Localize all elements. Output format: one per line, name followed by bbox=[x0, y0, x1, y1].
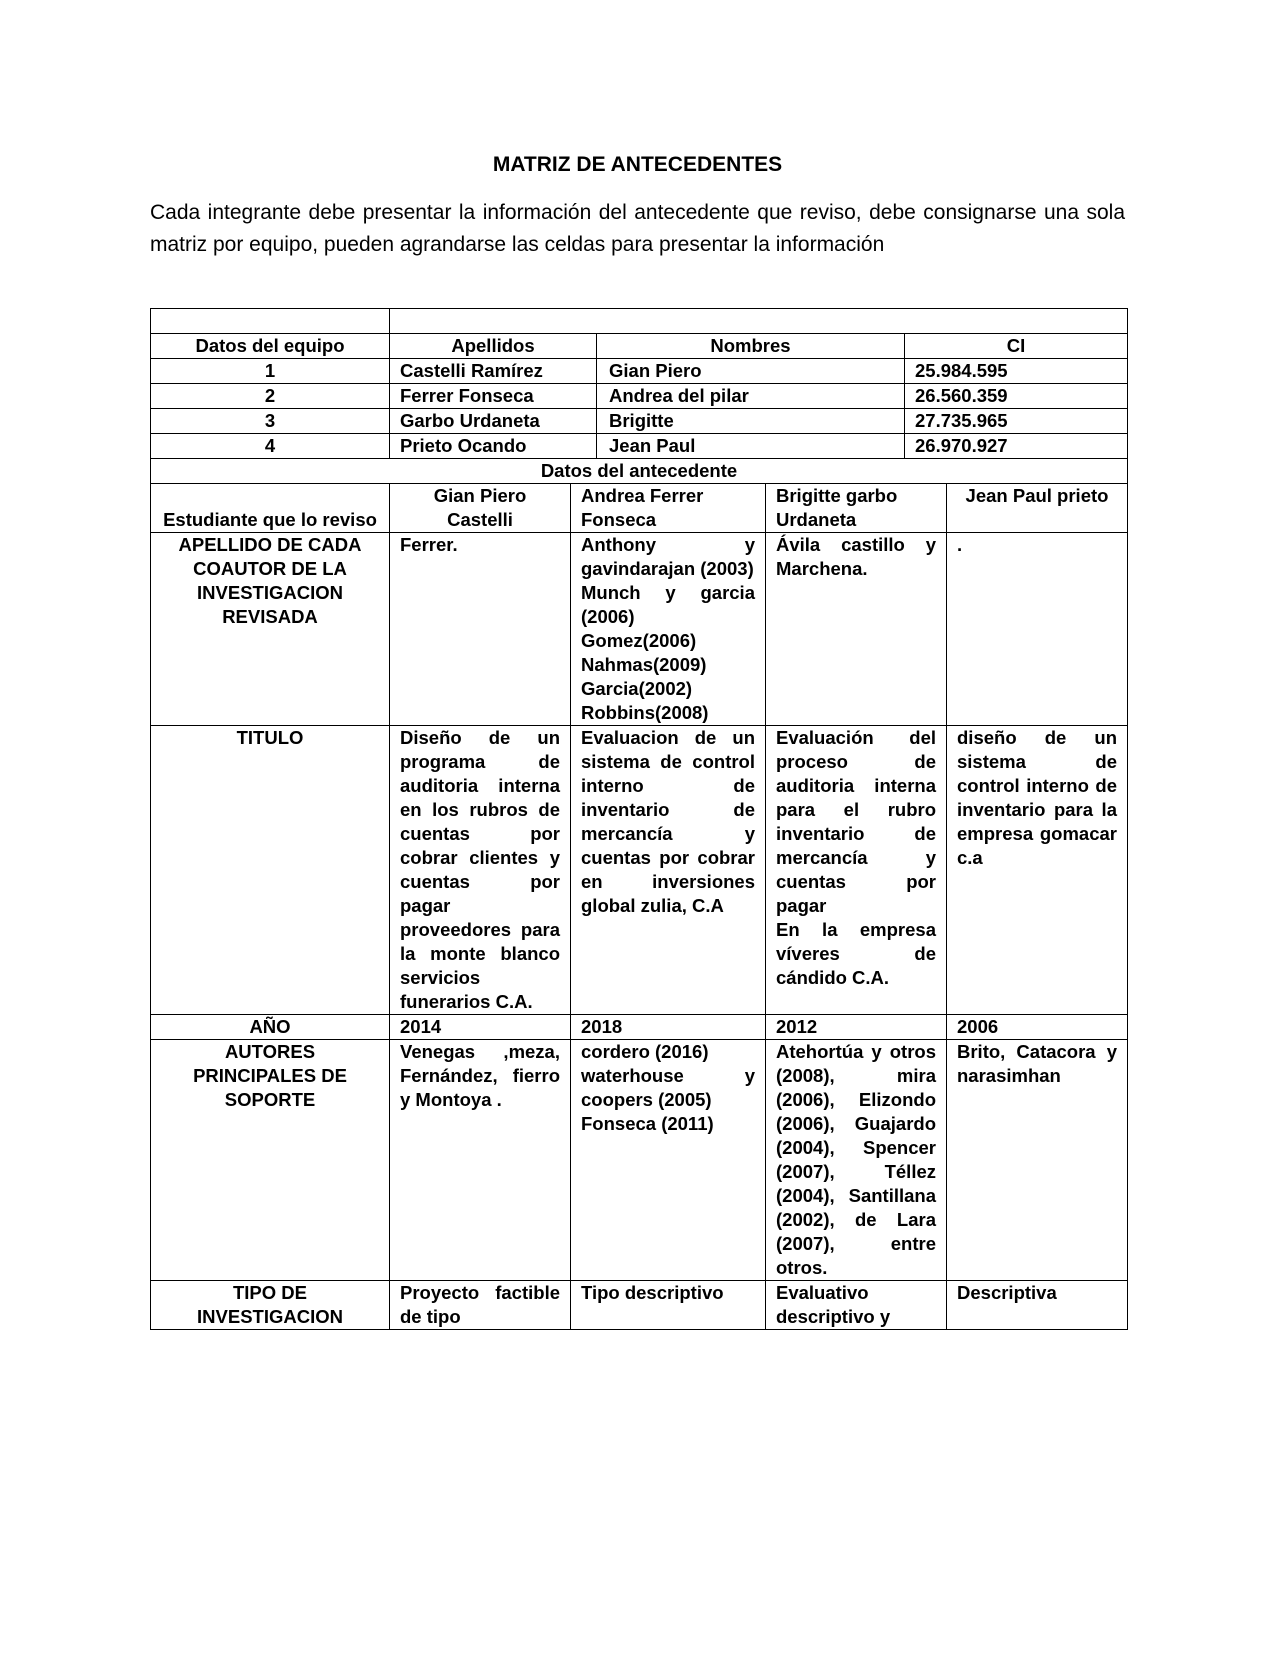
row-label: AUTORES PRINCIPALES DE SOPORTE bbox=[151, 1040, 390, 1281]
cell-text: Evaluación del proceso de auditoria interna para el rubro inventario de mercancía y cuentas por pagar bbox=[776, 727, 936, 916]
reviewer-cell: Andrea Ferrer Fonseca bbox=[571, 484, 766, 533]
cell-text: Munch y garcia (2006) bbox=[581, 582, 755, 627]
member-number: 2 bbox=[151, 384, 390, 409]
row-label: APELLIDO DE CADA COAUTOR DE LA INVESTIGACION REVISADA bbox=[151, 533, 390, 726]
cell-text: Atehortúa y otros (2008), mira (2006), Elizondo (2006), Guajardo (2004), Spencer (2007), Téllez (2004), Santillana (2002), de Lara (2007), entre otros. bbox=[776, 1041, 936, 1278]
title-row bbox=[151, 726, 1128, 1015]
cell-text: waterhouse y coopers (2005) bbox=[581, 1065, 755, 1110]
blank-header-row bbox=[151, 309, 1128, 334]
support-authors-row bbox=[151, 1040, 1128, 1281]
member-ci: 26.970.927 bbox=[905, 434, 1128, 459]
team-header-cell: Nombres bbox=[597, 334, 905, 359]
cell-text: Brito, Catacora y narasimhan bbox=[957, 1041, 1117, 1086]
cell-text: Tipo descriptivo bbox=[581, 1282, 724, 1303]
member-ci: 25.984.595 bbox=[905, 359, 1128, 384]
antecedent-section-title: Datos del antecedente bbox=[151, 459, 1128, 484]
antecedent-cell bbox=[390, 1040, 571, 1281]
team-member-row bbox=[151, 409, 1128, 434]
antecedent-cell bbox=[571, 726, 766, 1015]
cell-text: Descriptiva bbox=[957, 1282, 1057, 1303]
cell-text: diseño de un sistema de control interno de inventario para la empresa gomacar c.a bbox=[957, 727, 1117, 868]
cell-text: Ávila castillo y Marchena. bbox=[776, 534, 936, 579]
antecedent-cell bbox=[766, 1015, 947, 1040]
antecedent-cell bbox=[766, 533, 947, 726]
member-ci: 26.560.359 bbox=[905, 384, 1128, 409]
member-nombres: Andrea del pilar bbox=[597, 384, 905, 409]
member-nombres: Jean Paul bbox=[597, 434, 905, 459]
reviewer-label: Estudiante que lo reviso bbox=[151, 484, 390, 533]
antecedent-cell bbox=[390, 533, 571, 726]
intro-paragraph: Cada integrante debe presentar la información del antecedente que reviso, debe consignarse una sola matriz por equipo, pueden agrandarse las celdas para presentar la información bbox=[150, 201, 1125, 256]
cell-text: Ferrer. bbox=[400, 534, 458, 555]
cell-text: Evaluacion de un sistema de control interno de inventario de mercancía y cuentas por cobrar en inversiones global zulia, C.A bbox=[581, 727, 755, 916]
cell-text: Nahmas(2009) bbox=[581, 654, 707, 675]
antecedent-cell bbox=[766, 1040, 947, 1281]
member-ci: 27.735.965 bbox=[905, 409, 1128, 434]
member-apellidos: Ferrer Fonseca bbox=[390, 384, 597, 409]
team-header-row bbox=[151, 334, 1128, 359]
cell-text: 2014 bbox=[400, 1016, 442, 1037]
cell-text: Diseño de un programa de auditoria interna en los rubros de cuentas por cobrar clientes y cuentas por pagar proveedores para la monte blanco servicios funerarios C.A. bbox=[400, 727, 560, 1012]
reviewer-cell: Jean Paul prieto bbox=[947, 484, 1128, 533]
antecedent-cell bbox=[766, 1281, 947, 1330]
cell-text: cordero (2016) bbox=[581, 1041, 709, 1062]
cell-text: 2006 bbox=[957, 1016, 999, 1037]
antecedent-cell bbox=[571, 1040, 766, 1281]
antecedent-cell bbox=[390, 1015, 571, 1040]
cell-text: Venegas ,meza, Fernández, fierro y Montoya . bbox=[400, 1041, 560, 1110]
cell-text: 2012 bbox=[776, 1016, 818, 1037]
cell-text: 2018 bbox=[581, 1016, 623, 1037]
team-member-row bbox=[151, 434, 1128, 459]
reviewer-cell: Brigitte garbo Urdaneta bbox=[766, 484, 947, 533]
member-number: 1 bbox=[151, 359, 390, 384]
member-number: 4 bbox=[151, 434, 390, 459]
cell-text: Gomez(2006) bbox=[581, 630, 697, 651]
reviewer-cell: Gian Piero Castelli bbox=[390, 484, 571, 533]
antecedents-matrix bbox=[150, 308, 1128, 1330]
cell-text: Fonseca (2011) bbox=[581, 1113, 714, 1134]
blank-cell bbox=[390, 309, 1128, 334]
antecedent-cell bbox=[947, 1015, 1128, 1040]
cell-text: Anthony y gavindarajan (2003) bbox=[581, 534, 755, 579]
member-apellidos: Garbo Urdaneta bbox=[390, 409, 597, 434]
antecedent-cell bbox=[571, 1281, 766, 1330]
team-header-cell: Apellidos bbox=[390, 334, 597, 359]
antecedent-cell bbox=[390, 1281, 571, 1330]
team-member-row bbox=[151, 359, 1128, 384]
cell-text: Garcia(2002) bbox=[581, 678, 693, 699]
antecedent-cell bbox=[766, 726, 947, 1015]
research-type-row bbox=[151, 1281, 1128, 1330]
member-apellidos: Castelli Ramírez bbox=[390, 359, 597, 384]
row-label: TITULO bbox=[151, 726, 390, 1015]
antecedent-cell bbox=[947, 1040, 1128, 1281]
team-header-cell: CI bbox=[905, 334, 1128, 359]
cell-text: En la empresa víveres de cándido C.A. bbox=[776, 919, 936, 988]
row-label: TIPO DE INVESTIGACION bbox=[151, 1281, 390, 1330]
member-nombres: Brigitte bbox=[597, 409, 905, 434]
cell-text: . bbox=[957, 534, 963, 555]
year-row bbox=[151, 1015, 1128, 1040]
antecedent-cell bbox=[390, 726, 571, 1015]
antecedent-cell bbox=[947, 533, 1128, 726]
antecedent-cell bbox=[571, 533, 766, 726]
coauthors-row bbox=[151, 533, 1128, 726]
antecedent-cell bbox=[947, 1281, 1128, 1330]
member-nombres: Gian Piero bbox=[597, 359, 905, 384]
cell-text: Evaluativo descriptivo y bbox=[776, 1282, 891, 1327]
member-number: 3 bbox=[151, 409, 390, 434]
cell-text: Proyecto factible de tipo bbox=[400, 1282, 560, 1327]
reviewer-row bbox=[151, 484, 1128, 533]
team-header-cell: Datos del equipo bbox=[151, 334, 390, 359]
antecedent-cell bbox=[571, 1015, 766, 1040]
team-member-row bbox=[151, 384, 1128, 409]
antecedent-section-row bbox=[151, 459, 1128, 484]
cell-text: Robbins(2008) bbox=[581, 702, 709, 723]
member-apellidos: Prieto Ocando bbox=[390, 434, 597, 459]
blank-cell bbox=[151, 309, 390, 334]
row-label: AÑO bbox=[151, 1015, 390, 1040]
document-title: MATRIZ DE ANTECEDENTES bbox=[492, 153, 783, 176]
antecedent-cell bbox=[947, 726, 1128, 1015]
